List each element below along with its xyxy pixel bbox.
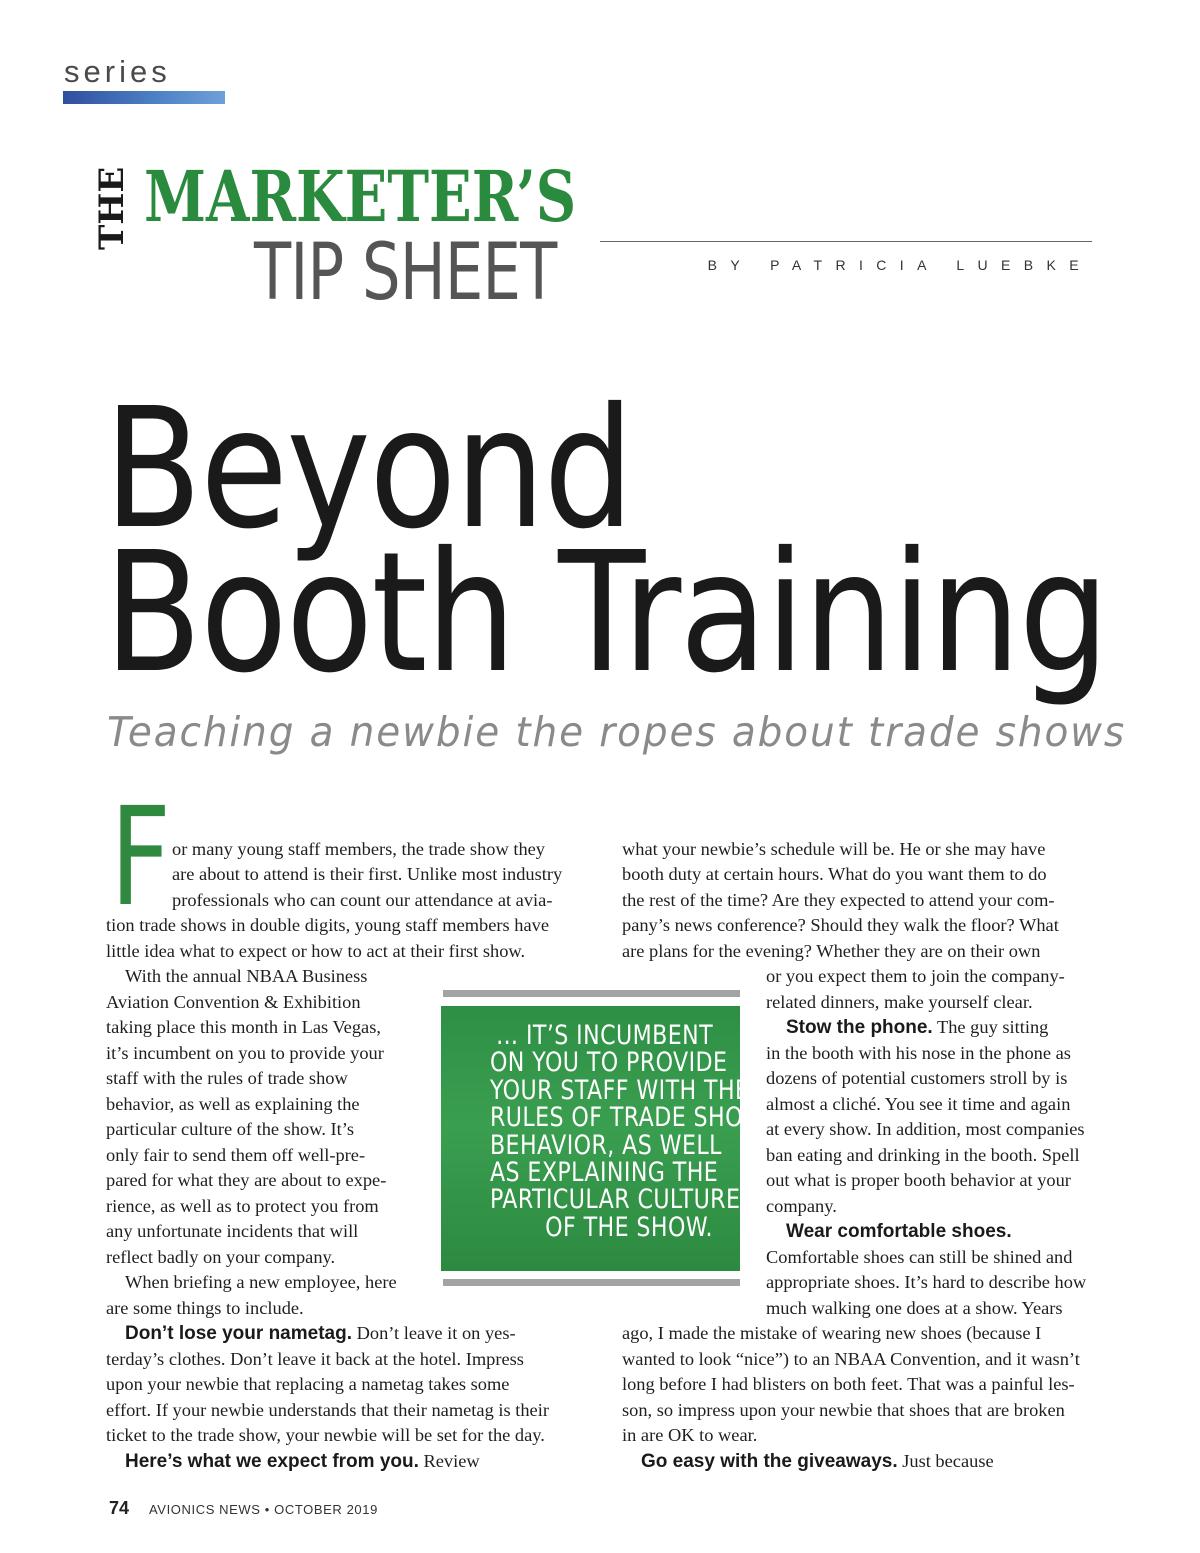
body-line: particular culture of the show. It’s <box>106 1119 355 1139</box>
body-line: ban eating and drinking in the booth. Spell <box>766 1145 1080 1165</box>
page-number: 74 <box>109 1498 130 1518</box>
body-line: the rest of the time? Are they expected to attend your com- <box>622 890 1055 910</box>
subhead-phone: Stow the phone. <box>786 1017 933 1038</box>
body-text-run: Just because <box>902 1451 994 1471</box>
body-text-run: Don’t leave it on yes- <box>356 1323 516 1343</box>
column-title-marketers: MARKETER’S <box>144 155 577 238</box>
body-line: it’s incumbent on you to provide your <box>106 1043 384 1063</box>
byline-rule <box>600 241 1092 242</box>
body-line: With the annual NBAA Business <box>125 966 368 986</box>
body-line: ticket to the trade show, your newbie will be set for the day. <box>106 1425 545 1445</box>
body-line: pared for what they are about to expe- <box>106 1170 387 1190</box>
body-line: rience, as well as to protect you from <box>106 1196 379 1216</box>
pull-quote-rule-bottom <box>443 1279 740 1286</box>
body-line: tion trade shows in double digits, young staff members have <box>106 915 550 935</box>
body-line <box>125 1321 516 1347</box>
body-line: effort. If your newbie understands that their nametag is their <box>106 1400 549 1420</box>
body-line: in the booth with his nose in the phone as <box>766 1043 1071 1063</box>
body-line: are plans for the evening? Whether they are on their own <box>622 941 1041 961</box>
article-title <box>104 373 1108 710</box>
subhead-shoes: Wear comfortable shoes. <box>786 1221 1012 1242</box>
section-label: series <box>64 54 171 89</box>
body-line: reflect badly on your company. <box>106 1247 336 1267</box>
body-line: ago, I made the mistake of wearing new shoes (because I <box>622 1323 1042 1343</box>
body-line: son, so impress upon your newbie that shoes that are broken <box>622 1400 1065 1420</box>
article-title-line-2: Booth Training <box>104 517 1108 710</box>
pull-quote-line: RULES OF TRADE SHOW <box>489 1102 766 1134</box>
body-line: Comfortable shoes can still be shined and <box>766 1247 1073 1267</box>
body-line: pany’s news conference? Should they walk the floor? What <box>622 915 1059 935</box>
body-line: or many young staff members, the trade show they <box>172 839 546 859</box>
body-line: appropriate shoes. It’s hard to describe how <box>766 1272 1087 1292</box>
body-line: upon your newbie that replacing a nametag takes some <box>106 1374 510 1394</box>
pull-quote-line: BEHAVIOR, AS WELL <box>489 1129 722 1161</box>
body-line <box>641 1449 994 1475</box>
body-line: little idea what to expect or how to act at their first show. <box>106 941 526 961</box>
body-line: terday’s clothes. Don’t leave it back at the hotel. Impress <box>106 1349 524 1369</box>
body-line: long before I had blisters on both feet. That was a painful les- <box>622 1374 1075 1394</box>
column-title-tip-sheet: TIP SHEET <box>254 228 557 318</box>
body-line: taking place this month in Las Vegas, <box>106 1017 381 1037</box>
body-line: are about to attend is their first. Unlike most industry <box>172 864 563 884</box>
body-line: company. <box>766 1196 837 1216</box>
body-line: are some things to include. <box>106 1298 304 1318</box>
pull-quote-line: PARTICULAR CULTURE <box>489 1184 741 1216</box>
body-line: staff with the rules of trade show <box>106 1068 348 1088</box>
byline: BY PATRICIA LUEBKE <box>707 257 1092 273</box>
body-line: in are OK to wear. <box>622 1425 758 1445</box>
body-line: much walking one does at a show. Years <box>766 1298 1063 1318</box>
pull-quote <box>441 1006 766 1271</box>
body-line: wanted to look “nice”) to an NBAA Convention, and it wasn’t <box>622 1349 1080 1369</box>
subhead-giveaways: Go easy with the giveaways. <box>641 1451 898 1472</box>
body-line <box>125 1449 480 1475</box>
body-line: booth duty at certain hours. What do you want them to do <box>622 864 1047 884</box>
article-title-line-1: Beyond <box>104 373 633 566</box>
pull-quote-line: ON YOU TO PROVIDE <box>489 1047 728 1079</box>
pull-quote-text <box>441 1020 766 1243</box>
body-text-run: Review <box>423 1451 480 1471</box>
pull-quote-line: YOUR STAFF WITH THE <box>489 1074 750 1106</box>
subhead-expect: Here’s what we expect from you. <box>125 1451 419 1472</box>
body-line: professionals who can count our attendance at avia- <box>172 890 553 910</box>
body-line: related dinners, make yourself clear. <box>766 992 1033 1012</box>
body-line: any unfortunate incidents that will <box>106 1221 359 1241</box>
body-line: or you expect them to join the company- <box>766 966 1065 986</box>
column-title-the: THE <box>92 166 132 250</box>
publication-footer: AVIONICS NEWS • OCTOBER 2019 <box>149 1502 378 1517</box>
body-line: out what is proper booth behavior at your <box>766 1170 1071 1190</box>
body-line: only fair to send them off well-pre- <box>106 1145 366 1165</box>
pull-quote-line: … IT’S INCUMBENT <box>495 1020 713 1051</box>
body-line: dozens of potential customers stroll by is <box>766 1068 1068 1088</box>
pull-quote-rule-top <box>443 990 740 997</box>
body-line: When briefing a new employee, here <box>125 1272 397 1292</box>
body-line: Aviation Convention & Exhibition <box>106 992 361 1012</box>
article-deck: Teaching a newbie the ropes about trade shows <box>107 708 1127 756</box>
body-line: what your newbie’s schedule will be. He or she may have <box>622 839 1046 859</box>
body-text-run: The guy sitting <box>936 1017 1049 1037</box>
pull-quote-line: OF THE SHOW. <box>545 1211 713 1243</box>
body-line: behavior, as well as explaining the <box>106 1094 360 1114</box>
body-line <box>786 1219 1012 1245</box>
drop-cap: F <box>110 779 172 937</box>
subhead-nametag: Don’t lose your nametag. <box>125 1323 352 1344</box>
pull-quote-line: AS EXPLAINING THE <box>489 1157 719 1189</box>
section-label-bar <box>63 91 225 104</box>
body-line: almost a cliché. You see it time and again <box>766 1094 1071 1114</box>
body-line: at every show. In addition, most companies <box>766 1119 1085 1139</box>
body-line <box>786 1015 1048 1041</box>
